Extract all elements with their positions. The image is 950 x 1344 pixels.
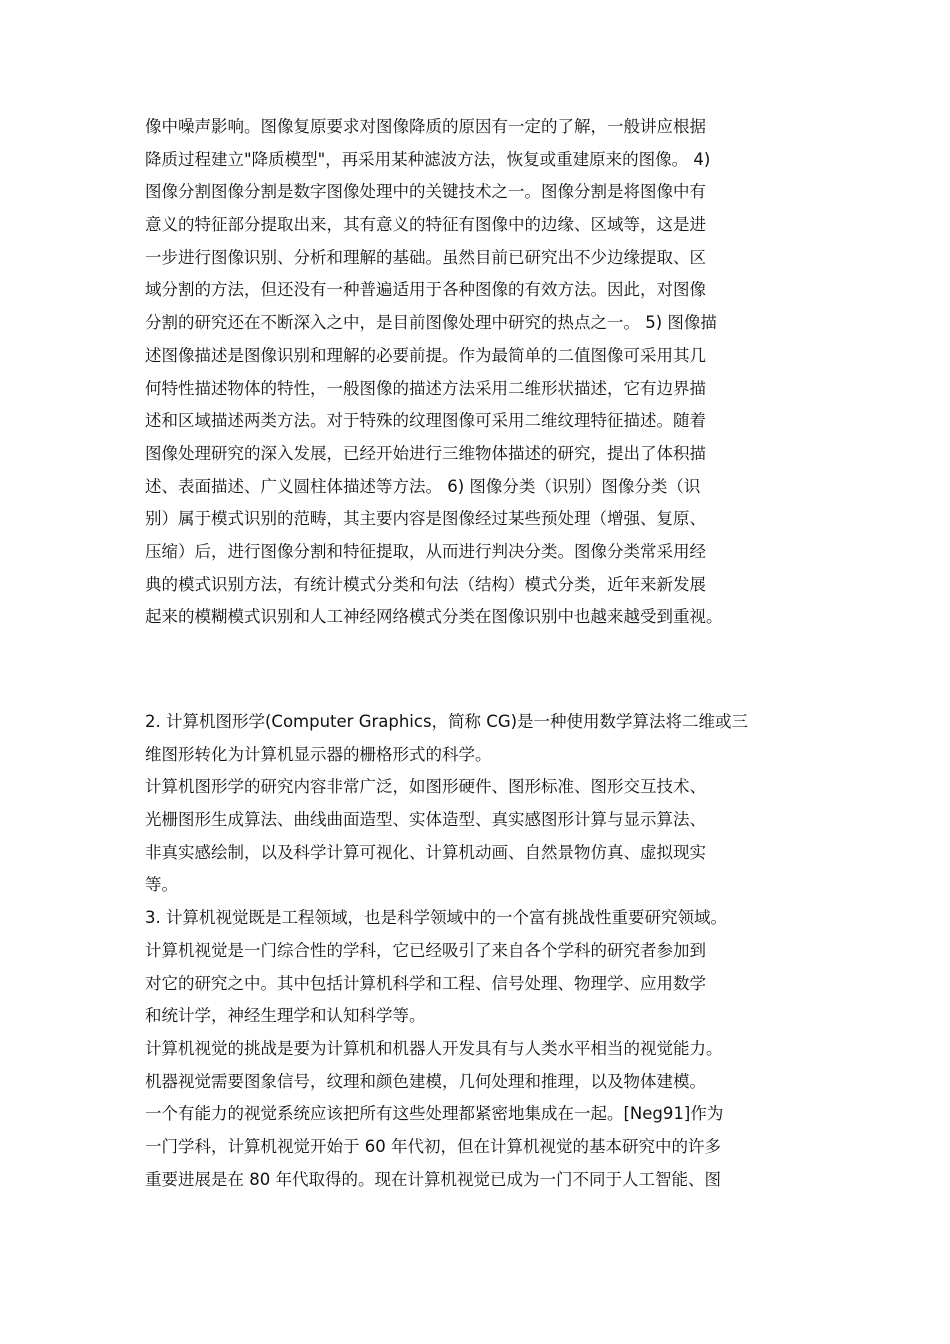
image-processing-paragraph	[145, 111, 810, 634]
text-line: 机器视觉需要图象信号，纹理和颜色建模，几何处理和推理，以及物体建模。	[145, 1071, 706, 1091]
text-line: 图像分割图像分割是数字图像处理中的关键技术之一。图像分割是将图像中有	[145, 182, 706, 202]
text-line: 计算机图形学的研究内容非常广泛，如图形硬件、图形标准、图形交互技术、	[145, 777, 706, 797]
text-line: 意义的特征部分提取出来，其有意义的特征有图像中的边缘、区域等，这是进	[145, 215, 706, 235]
text-line: 3. 计算机视觉既是工程领域，也是科学领域中的一个富有挑战性重要研究领域。	[145, 908, 727, 928]
text-line: 维图形转化为计算机显示器的栅格形式的科学。	[145, 744, 492, 764]
text-line: 一个有能力的视觉系统应该把所有这些处理都紧密地集成在一起。[Neg91]作为	[145, 1104, 724, 1124]
text-line: 像中噪声影响。图像复原要求对图像降质的原因有一定的了解，一般讲应根据	[145, 117, 706, 136]
text-line: 计算机视觉是一门综合性的学科，它已经吸引了来自各个学科的研究者参加到	[145, 940, 706, 960]
text-line: 降质过程建立"降质模型"，再采用某种滤波方法，恢复或重建原来的图像。 4)	[145, 149, 711, 169]
text-line: 述图像描述是图像识别和理解的必要前提。作为最简单的二值图像可采用其几	[145, 345, 706, 365]
text-line: 述、表面描述、广义圆柱体描述等方法。 6) 图像分类（识别）图像分类（识	[145, 476, 701, 496]
text-line: 一门学科，计算机视觉开始于 60 年代初，但在计算机视觉的基本研究中的许多	[145, 1136, 721, 1156]
text-line: 别）属于模式识别的范畴，其主要内容是图像经过某些预处理（增强、复原、	[145, 509, 706, 529]
text-line: 述和区域描述两类方法。对于特殊的纹理图像可采用二维纹理特征描述。随着	[145, 411, 706, 431]
text-line: 计算机视觉的挑战是要为计算机和机器人开发具有与人类水平相当的视觉能力。	[145, 1038, 723, 1058]
text-line: 何特性描述物体的特性，一般图像的描述方法采用二维形状描述，它有边界描	[145, 378, 706, 398]
text-line: 图像处理研究的深入发展，已经开始进行三维物体描述的研究，提出了体积描	[145, 443, 706, 463]
text-line: 一步进行图像识别、分析和理解的基础。虽然目前已研究出不少边缘提取、区	[145, 247, 706, 267]
text-line: 光栅图形生成算法、曲线曲面造型、实体造型、真实感图形计算与显示算法、	[145, 810, 706, 830]
text-line: 压缩）后，进行图像分割和特征提取，从而进行判决分类。图像分类常采用经	[145, 541, 706, 561]
text-line: 非真实感绘制，以及科学计算可视化、计算机动画、自然景物仿真、虚拟现实	[145, 842, 706, 862]
text-line: 等。	[145, 875, 178, 895]
text-line: 起来的模糊模式识别和人工神经网络模式分类在图像识别中也越来越受到重视。	[145, 607, 723, 627]
text-line: 重要进展是在 80 年代取得的。现在计算机视觉已成为一门不同于人工智能、图	[145, 1169, 721, 1189]
text-line: 分割的研究还在不断深入之中，是目前图像处理中研究的热点之一。 5) 图像描	[145, 313, 717, 333]
text-line: 对它的研究之中。其中包括计算机科学和工程、信号处理、物理学、应用数学	[145, 973, 706, 993]
text-line: 典的模式识别方法，有统计模式分类和句法（结构）模式分类，近年来新发展	[145, 574, 706, 594]
text-line: 域分割的方法，但还没有一种普遍适用于各种图像的有效方法。因此，对图像	[145, 280, 706, 300]
text-line: 2. 计算机图形学(Computer Graphics，简称 CG)是一种使用数学算法将二维或三	[145, 712, 749, 731]
graphics-vision-paragraphs	[145, 706, 810, 1196]
text-line: 和统计学，神经生理学和认知科学等。	[145, 1006, 426, 1026]
